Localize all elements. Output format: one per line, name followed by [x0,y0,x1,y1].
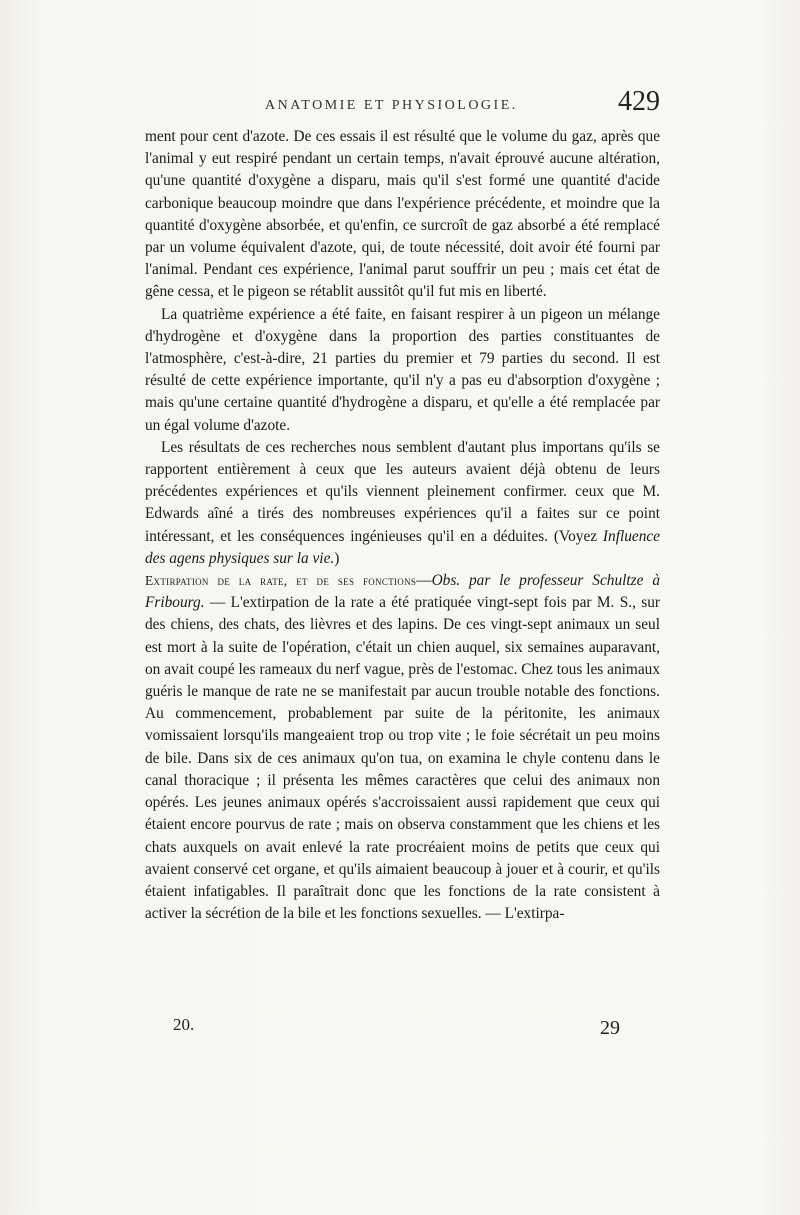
section-title: Extirpation de la rate, et de ses fonctions [145,573,417,589]
page-footer [145,1015,660,1045]
paragraph-results [145,437,660,570]
spleen-text: — L'extirpation de la rate a été pratiquée vingt-sept fois par M. S., sur des chiens, des chats, des lièvres et des lapins. De ces vingt-sept animaux un seul est mort à la suite de l'opération, c'était un chien auquel, six semaines auparavant, on avait coupé les rameaux du nerf vague, près de l'estomac. Chez tous les animaux guéris le manque de rate ne se manifestait par aucun trouble notable des fonctions. Au commencement, probablement par suite de la péritonite, les animaux vomissaient lorsqu'ils mangeaient trop ou trop vite ; le foie sécrétait un peu moins de bile. Dans six de ces animaux qu'on tua, on examina le chyle contenu dans le canal thoracique ; il présenta les mêmes caractères que celui des animaux non opérés. Les jeunes animaux opérés s'accroissaient aussi rapidement que ceux qui étaient encore pourvus de rate ; mais on observa constamment que les chiens et les chats auxquels on avait enlevé la rate procréaient moins de petits que ceux qui avaient conservé cet organe, et qu'ils aimaient beaucoup à jouer et à courir, et qu'ils étaient infatigables. Il paraîtrait donc que les fonctions de la rate consistent à activer la sécrétion de la bile et les fonctions sexuelles. — L'extirpa- [145,594,660,923]
observation-attribution: Obs. par le professeur Schultze à Fribourg. [145,572,660,612]
section-dash: — [416,572,432,590]
signature-mark: 20. [173,1015,195,1034]
results-text: Les résultats de ces recherches nous semblent d'autant plus importans qu'ils se rapportent entièrement à ceux que les auteurs avaient déjà obtenu de leurs précédentes expériences et qu'ils viennent pleinement confirmer. ceux que M. Edwards aîné a tirés des nombreuses expériences qu'il a faites sur ce point intéressant, et les conséquences ingénieuses qu'il en a déduites. (Voyez [145,438,660,545]
paragraph-continuation: ment pour cent d'azote. De ces essais il est résulté que le volume du gaz, après que l'animal y eut respiré pendant un certain temps, n'avait éprouvé aucune altération, qu'une quantité d'oxygène a disparu, mais qu'il s'est formé une quantité d'acide carbonique beaucoup moindre que dans l'expérience précédente, et moindre que la quantité d'oxygène absorbée, et qu'enfin, ce surcroît de gaz absorbé a été remplacé par un volume équivalent d'azote, qui, de toute nécessité, doit avoir été fourni par l'animal. Pendant ces expérience, l'animal parut souffrir un peu ; mais cet état de gêne cessa, et le pigeon se rétablit aussitôt qu'il fut mis en liberté. [145,128,660,301]
text-block [145,126,660,1046]
reference-title: Influence des agens physiques sur la vie. [145,527,660,567]
sheet-number: 29 [600,1017,620,1039]
paragraph-fourth-experiment: La quatrième expérience a été faite, en faisant respirer à un pigeon un mélange d'hydrogène et d'oxygène dans la proportion des parties constituantes de l'atmosphère, c'est-à-dire, 21 parties du premier et 79 parties du second. Il est résulté de cette expérience importante, qu'il n'y a pas eu d'absorption d'oxygène ; mais qu'une certaine quantité d'hydrogène a disparu, et qu'elle a été remplacée par un égal volume d'azote. [145,305,660,434]
page-header [145,86,660,120]
page-number: 429 [618,86,660,117]
reference-close: ) [334,549,340,567]
paragraph-spleen-extirpation [145,570,660,925]
running-head: ANATOMIE ET PHYSIOLOGIE. [265,98,518,113]
